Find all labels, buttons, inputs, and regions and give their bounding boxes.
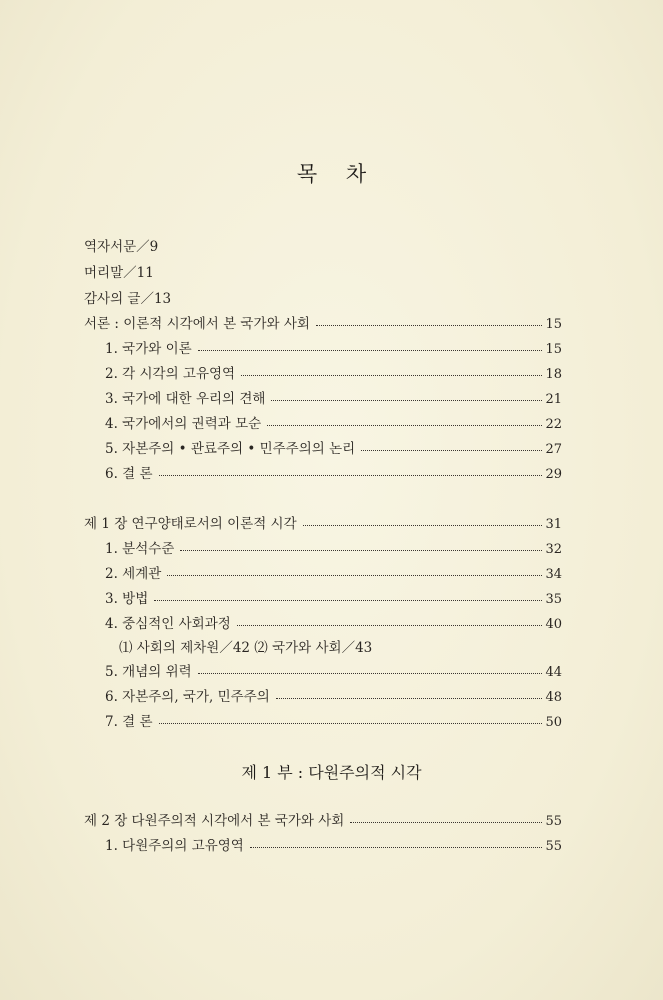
dot-leader: [159, 710, 543, 724]
toc-entry: [105, 836, 562, 856]
toc-entry-label: 6. 자본주의, 국가, 민주주의: [105, 689, 270, 705]
toc-entry-label: 3. 방법: [105, 591, 149, 607]
toc-entry-label: 4. 중심적인 사회과정: [105, 616, 231, 632]
toc-entry: [105, 414, 562, 434]
toc-entry-page: 32: [545, 542, 562, 557]
toc-entry-page: 31: [545, 517, 562, 532]
toc-entry-translator-preface: 역자서문／9: [84, 239, 159, 255]
toc-entry-label: 2. 세계관: [105, 566, 162, 582]
toc-entry-label: 5. 자본주의 • 관료주의 • 민주주의의 논리: [105, 441, 356, 457]
toc-entry: [105, 564, 562, 584]
dot-leader: [350, 809, 542, 823]
toc-entry-page: 18: [545, 367, 562, 382]
toc-entry-label: 5. 개념의 위력: [105, 664, 192, 680]
dot-leader: [241, 362, 542, 376]
toc-entry-page: 40: [545, 617, 562, 632]
toc-entry-label: 서론 : 이론적 시각에서 본 국가와 사회: [84, 316, 310, 332]
toc-entry: [105, 589, 562, 609]
dot-leader: [361, 437, 542, 451]
toc-entry-preface: 머리말／11: [84, 265, 154, 281]
dot-leader: [271, 387, 542, 401]
dot-leader: [159, 462, 543, 476]
toc-entry-label: 제 2 장 다원주의적 시각에서 본 국가와 사회: [84, 813, 345, 829]
toc-subentries: ⑴ 사회의 제차원／42 ⑵ 국가와 사회／43: [119, 640, 373, 656]
toc-entry-page: 35: [545, 592, 562, 607]
page-title: 목 차: [296, 162, 367, 186]
toc-entry: [105, 712, 562, 732]
toc-entry: [105, 614, 562, 634]
dot-leader: [267, 412, 542, 426]
toc-entry-page: 48: [545, 690, 562, 705]
toc-entry-page: 21: [545, 392, 562, 407]
toc-entry-page: 22: [545, 417, 562, 432]
toc-entry-page: 34: [545, 567, 562, 582]
toc-entry-acknowledgements: 감사의 글／13: [84, 291, 172, 307]
toc-entry-label: 제 1 장 연구양태로서의 이론적 시각: [84, 516, 297, 532]
toc-entry-page: 15: [545, 317, 562, 332]
toc-entry: [105, 539, 562, 559]
toc-entry-page: 44: [545, 665, 562, 680]
dot-leader: [198, 337, 543, 351]
toc-entry-page: 55: [545, 839, 562, 854]
toc-entry-intro: [84, 314, 562, 334]
toc-entry-label: 1. 국가와 이론: [105, 341, 192, 357]
toc-entry: [105, 364, 562, 384]
toc-entry-chapter-1: [84, 514, 562, 534]
toc-entry-chapter-2: [84, 811, 562, 831]
dot-leader: [276, 685, 543, 699]
part-heading: 제 1 부 : 다원주의적 시각: [241, 763, 422, 782]
toc-entry-page: 29: [545, 467, 562, 482]
toc-entry-page: 27: [545, 442, 562, 457]
dot-leader: [198, 660, 543, 674]
toc-entry-label: 1. 분석수준: [105, 541, 175, 557]
toc-entry-label: 7. 결 론: [105, 714, 153, 730]
toc-entry: [105, 339, 562, 359]
toc-entry: [105, 662, 562, 682]
dot-leader: [316, 312, 543, 326]
toc-entry-label: 1. 다원주의의 고유영역: [105, 838, 244, 854]
toc-entry-label: 2. 각 시각의 고유영역: [105, 366, 236, 382]
toc-entry: [105, 464, 562, 484]
dot-leader: [180, 537, 542, 551]
dot-leader: [154, 587, 542, 601]
toc-entry: [105, 439, 562, 459]
toc-entry-page: 50: [545, 715, 562, 730]
toc-entry-page: 15: [545, 342, 562, 357]
toc-entry-page: 55: [545, 814, 562, 829]
dot-leader: [303, 512, 543, 526]
toc-entry-label: 3. 국가에 대한 우리의 견해: [105, 391, 266, 407]
toc-entry-label: 6. 결 론: [105, 466, 153, 482]
toc-entry-label: 4. 국가에서의 권력과 모순: [105, 416, 262, 432]
dot-leader: [250, 834, 543, 848]
toc-entry: [105, 389, 562, 409]
dot-leader: [167, 562, 542, 576]
toc-entry: [105, 687, 562, 707]
dot-leader: [237, 612, 543, 626]
